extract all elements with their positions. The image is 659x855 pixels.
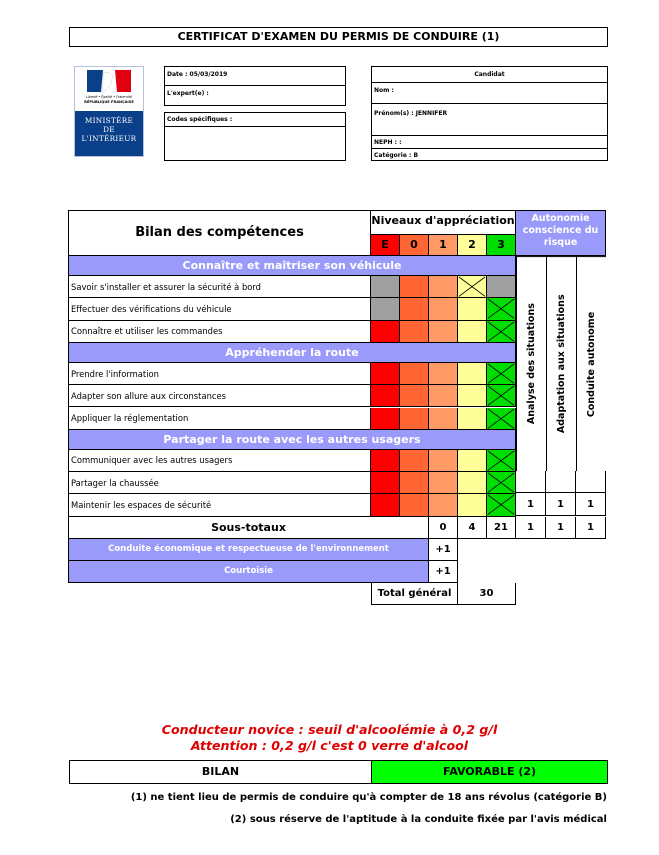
autonomy-subtotal: 1 xyxy=(516,517,546,539)
level-cell xyxy=(400,298,429,320)
autonomy-column-label: Adaptation aux situations xyxy=(546,256,576,471)
level-cell xyxy=(400,472,429,494)
level-cell xyxy=(487,408,516,430)
neph-field: NEPH : : xyxy=(374,139,402,146)
level-cell xyxy=(487,450,516,472)
exam-info-box xyxy=(164,66,346,106)
levels-header: Niveaux d'appréciation xyxy=(371,210,516,235)
alcohol-note-1: Conducteur novice : seuil d'alcoolémie à 0,2 g/l xyxy=(161,722,498,737)
autonomy-cell xyxy=(576,471,606,493)
autonomy-cell xyxy=(516,471,546,493)
level-cell xyxy=(458,298,487,320)
date-field: Date : 05/03/2019 xyxy=(167,71,228,78)
subtotals-label: Sous-totaux xyxy=(69,517,429,539)
page-title: CERTIFICAT D'EXAMEN DU PERMIS DE CONDUIRE (1) xyxy=(69,27,608,47)
level-cell xyxy=(371,298,400,320)
cross-mark-icon xyxy=(487,363,515,384)
level-cell xyxy=(371,450,400,472)
level-header-2: 2 xyxy=(458,235,487,256)
competence-row-label: Partager la chaussée xyxy=(69,472,371,494)
level-cell xyxy=(400,385,429,407)
devise-text: Liberté • Égalité • Fraternité xyxy=(86,95,132,99)
level-cell xyxy=(371,408,400,430)
level-cell xyxy=(429,321,458,343)
candidate-box xyxy=(371,66,608,161)
competence-row-label: Effectuer des vérifications du véhicule xyxy=(69,298,371,320)
level-cell xyxy=(487,385,516,407)
level-cell xyxy=(371,321,400,343)
competence-row-label: Adapter son allure aux circonstances xyxy=(69,385,371,407)
level-cell xyxy=(400,408,429,430)
level-cell xyxy=(487,494,516,516)
level-cell xyxy=(429,276,458,298)
autonomy-column-label: Conduite autonome xyxy=(576,256,606,471)
level-cell xyxy=(400,363,429,385)
cross-mark-icon xyxy=(487,408,515,429)
level-cell xyxy=(429,298,458,320)
footnote-2: (2) sous réserve de l'aptitude à la conduite fixée par l'avis médical xyxy=(230,814,607,825)
level-cell xyxy=(458,408,487,430)
level-cell xyxy=(458,472,487,494)
level-cell xyxy=(400,450,429,472)
codes-box xyxy=(164,112,346,161)
section-header: Partager la route avec les autres usagers xyxy=(69,430,516,450)
level-cell xyxy=(487,363,516,385)
level-cell xyxy=(458,385,487,407)
codes-field: Codes spécifiques : xyxy=(167,116,233,123)
level-cell xyxy=(487,321,516,343)
autonomy-subtotal: 1 xyxy=(576,517,606,539)
section-header: Appréhender la route xyxy=(69,343,516,363)
bonus-label: Courtoisie xyxy=(69,561,429,583)
autonomy-column-label: Analyse des situations xyxy=(516,256,546,471)
level-header-3: 3 xyxy=(487,235,516,256)
section-header: Connaître et maîtriser son véhicule xyxy=(69,256,516,276)
level-cell xyxy=(429,494,458,516)
categorie-field: Catégorie : B xyxy=(374,152,419,159)
prenom-field: Prénom(s) : JENNIFER xyxy=(374,110,448,117)
level-cell xyxy=(458,450,487,472)
cross-mark-icon xyxy=(487,298,515,319)
competence-row-label: Appliquer la réglementation xyxy=(69,408,371,430)
cross-mark-icon xyxy=(487,385,515,406)
level-cell xyxy=(371,472,400,494)
level-cell xyxy=(458,494,487,516)
autonomy-header: Autonomie conscience du risque xyxy=(516,210,606,256)
autonomy-value: 1 xyxy=(516,493,546,515)
total-value: 30 xyxy=(458,583,516,605)
level-header-E: E xyxy=(371,235,400,256)
level-cell xyxy=(429,363,458,385)
bonus-value: +1 xyxy=(429,561,458,583)
ministry-name: MINISTÈRE DE L'INTÉRIEUR xyxy=(75,111,143,156)
bonus-value: +1 xyxy=(429,539,458,561)
table-header-title: Bilan des compétences xyxy=(69,210,371,256)
competence-row-label: Prendre l'information xyxy=(69,363,371,385)
bilan-label: BILAN xyxy=(69,760,372,784)
level-cell xyxy=(429,472,458,494)
level-header-1: 1 xyxy=(429,235,458,256)
bonus-label: Conduite économique et respectueuse de l'environnement xyxy=(69,539,429,561)
marianne-emblem xyxy=(75,67,143,111)
republique-text: RÉPUBLIQUE FRANÇAISE xyxy=(84,100,134,104)
competence-row-label: Maintenir les espaces de sécurité xyxy=(69,494,371,516)
level-cell xyxy=(458,363,487,385)
bilan-result: FAVORABLE (2) xyxy=(371,760,608,784)
level-cell xyxy=(487,472,516,494)
level-cell xyxy=(371,385,400,407)
subtotal-value: 4 xyxy=(458,517,487,539)
total-label: Total général xyxy=(371,583,458,605)
cross-mark-icon xyxy=(487,321,515,342)
autonomy-value: 1 xyxy=(576,493,606,515)
level-cell xyxy=(429,408,458,430)
autonomy-cell xyxy=(546,471,576,493)
competence-row-label: Connaître et utiliser les commandes xyxy=(69,321,371,343)
level-cell xyxy=(371,494,400,516)
subtotal-value: 21 xyxy=(487,517,516,539)
subtotal-value: 0 xyxy=(429,517,458,539)
level-cell xyxy=(429,385,458,407)
level-cell xyxy=(458,321,487,343)
level-cell xyxy=(371,276,400,298)
level-cell xyxy=(487,298,516,320)
ministry-logo xyxy=(74,66,144,157)
nom-field: Nom : xyxy=(374,87,394,94)
cross-mark-icon xyxy=(458,276,486,297)
level-cell xyxy=(371,363,400,385)
level-cell xyxy=(429,450,458,472)
level-cell xyxy=(400,494,429,516)
competence-table xyxy=(69,210,609,598)
cross-mark-icon xyxy=(487,450,515,471)
autonomy-value: 1 xyxy=(546,493,576,515)
level-cell xyxy=(400,276,429,298)
level-cell xyxy=(400,321,429,343)
candidate-header: Candidat xyxy=(474,71,505,78)
competence-row-label: Savoir s'installer et assurer la sécurité à bord xyxy=(69,276,371,298)
cross-mark-icon xyxy=(487,494,515,515)
expert-field: L'expert(e) : xyxy=(167,90,209,97)
level-cell xyxy=(487,276,516,298)
competence-row-label: Communiquer avec les autres usagers xyxy=(69,450,371,472)
footnote-1: (1) ne tient lieu de permis de conduire qu'à compter de 18 ans révolus (catégorie B) xyxy=(130,792,607,803)
level-cell xyxy=(458,276,487,298)
alcohol-note-2: Attention : 0,2 g/l c'est 0 verre d'alcool xyxy=(190,738,469,753)
cross-mark-icon xyxy=(487,472,515,493)
level-header-0: 0 xyxy=(400,235,429,256)
autonomy-subtotal: 1 xyxy=(546,517,576,539)
